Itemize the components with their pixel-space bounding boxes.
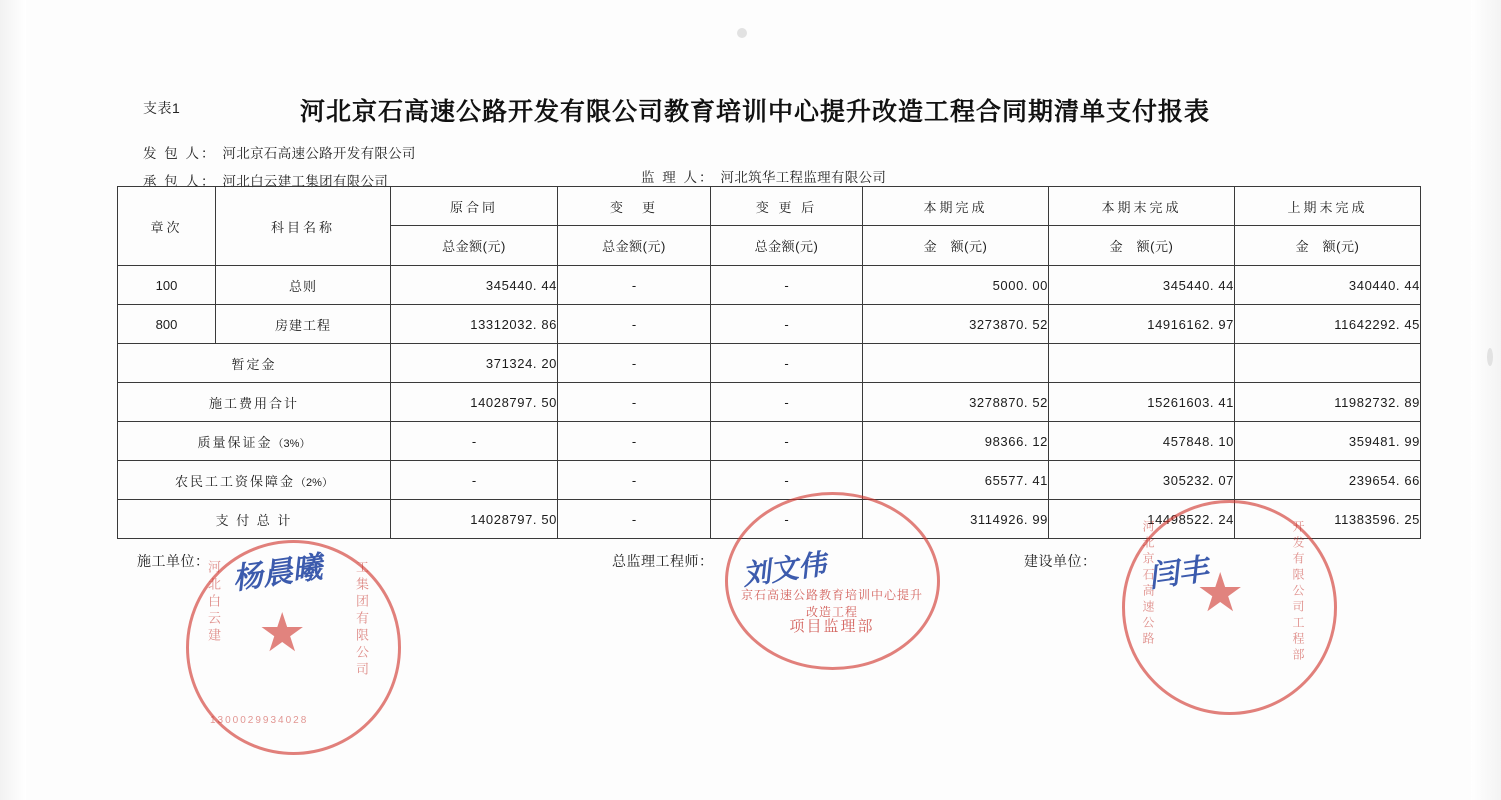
col-header-subject: 科目名称 (216, 187, 391, 266)
supervisor-seal-text-line2: 项目监理部 (789, 618, 875, 635)
cell-period-done: 3114926. 99 (863, 500, 1049, 539)
cell-after-change: - (711, 422, 863, 461)
cell-subject-name: 房建工程 (216, 305, 391, 344)
contractor-value: 河北白云建工集团有限公司 (222, 174, 389, 189)
payment-table-wrapper (117, 186, 1420, 539)
cell-chapter: 800 (118, 305, 216, 344)
col-header-period-done: 本期完成 (863, 187, 1049, 226)
col-header-original-contract: 原合同 (391, 187, 558, 226)
cell-period-end: 15261603. 41 (1049, 383, 1235, 422)
cell-subject-note: （2%） (295, 476, 333, 489)
cell-prev-end: 11642292. 45 (1235, 305, 1421, 344)
seal-star-icon: ★ (258, 603, 307, 663)
cell-subject-label: 农民工工资保障金 (175, 473, 296, 489)
cell-after-change: - (711, 305, 863, 344)
table-row (118, 305, 1421, 344)
cell-period-end: 14916162. 97 (1049, 305, 1235, 344)
cell-change: - (558, 383, 711, 422)
cell-prev-end: 239654. 66 (1235, 461, 1421, 500)
cell-subject-name: 总则 (216, 266, 391, 305)
cell-change: - (558, 422, 711, 461)
cell-period-end: 457848. 10 (1049, 422, 1235, 461)
table-row (118, 344, 1421, 383)
handwritten-signature-owner: 闫丰 (1146, 552, 1211, 594)
cell-subject-name (118, 422, 391, 461)
signature-label-supervisor: 总监理工程师： (612, 553, 714, 569)
cell-chapter: 100 (118, 266, 216, 305)
col-subheader-period-done-amount: 金 额(元) (863, 226, 1049, 266)
signature-label-owner: 建设单位： (1024, 553, 1097, 569)
cell-change: - (558, 344, 711, 383)
cell-change: - (558, 305, 711, 344)
table-row (118, 266, 1421, 305)
supervisor-seal-text-line1: 京石高速公路教育培训中心提升改造工程 (740, 588, 923, 619)
cell-after-change: - (711, 500, 863, 539)
seal-star-icon: ★ (1196, 563, 1245, 623)
cell-prev-end: 11383596. 25 (1235, 500, 1421, 539)
cell-prev-end: 359481. 99 (1235, 422, 1421, 461)
table-row (118, 461, 1421, 500)
cell-subject-name: 施工费用合计 (118, 383, 391, 422)
supervisor-value: 河北筑华工程监理有限公司 (720, 170, 887, 185)
col-subheader-prev-end-amount: 金 额(元) (1235, 226, 1421, 266)
cell-period-done: 5000. 00 (863, 266, 1049, 305)
cell-subject-label: 质量保证金 (197, 434, 273, 450)
cell-change: - (558, 266, 711, 305)
cell-period-done: 3278870. 52 (863, 383, 1049, 422)
cell-original: 14028797. 50 (391, 500, 558, 539)
cell-period-done: 3273870. 52 (863, 305, 1049, 344)
cell-period-end: 305232. 07 (1049, 461, 1235, 500)
cell-after-change: - (711, 461, 863, 500)
cell-period-end: 14498522. 24 (1049, 500, 1235, 539)
page-title: 河北京石高速公路开发有限公司教育培训中心提升改造工程合同期清单支付报表 (300, 99, 1211, 126)
cell-change: - (558, 461, 711, 500)
scan-edge-left (0, 0, 26, 800)
supervisor-line (641, 166, 886, 186)
col-subheader-period-end-amount: 金 额(元) (1049, 226, 1235, 266)
contractor-seal-text-right: 工集团有限公司 (354, 560, 369, 679)
col-subheader-change-amount: 总金额(元) (558, 226, 711, 266)
signature-label-contractor: 施工单位： (137, 553, 210, 569)
cell-subject-name (118, 461, 391, 500)
col-subheader-original-amount: 总金额(元) (391, 226, 558, 266)
cell-period-done: 98366. 12 (863, 422, 1049, 461)
cell-after-change: - (711, 344, 863, 383)
cell-period-done: 65577. 41 (863, 461, 1049, 500)
col-header-period-end: 本期末完成 (1049, 187, 1235, 226)
cell-prev-end: 340440. 44 (1235, 266, 1421, 305)
cell-prev-end (1235, 344, 1421, 383)
handwritten-signature-supervisor: 刘文伟 (740, 549, 829, 592)
form-code: 支表1 (143, 100, 181, 116)
contractor-label: 承 包 人： (143, 174, 217, 189)
cell-original: 371324. 20 (391, 344, 558, 383)
col-subheader-after-change-amount: 总金额(元) (711, 226, 863, 266)
owner-seal-text-left: 河北京石高速公路 (1141, 520, 1155, 648)
cell-prev-end: 11982732. 89 (1235, 383, 1421, 422)
scan-edge-right (1471, 0, 1501, 800)
cell-subject-name: 支 付 总 计 (118, 500, 391, 539)
cell-period-end (1049, 344, 1235, 383)
employer-label: 发 包 人： (143, 146, 217, 161)
payment-table (117, 186, 1421, 539)
col-header-prev-end: 上期末完成 (1235, 187, 1421, 226)
cell-change: - (558, 500, 711, 539)
table-row (118, 383, 1421, 422)
employer-value: 河北京石高速公路开发有限公司 (222, 146, 416, 161)
supervisor-label: 监 理 人： (641, 170, 715, 185)
col-header-after-change: 变 更 后 (711, 187, 863, 226)
scan-speckle (1487, 348, 1493, 366)
employer-line (143, 142, 416, 162)
owner-seal-text-right: 开发有限公司工程部 (1291, 520, 1305, 664)
cell-original: 345440. 44 (391, 266, 558, 305)
table-row (118, 422, 1421, 461)
contractor-seal-code: 1300029934028 (210, 715, 309, 726)
cell-period-done (863, 344, 1049, 383)
cell-original: 13312032. 86 (391, 305, 558, 344)
cell-original: - (391, 461, 558, 500)
cell-original: 14028797. 50 (391, 383, 558, 422)
cell-after-change: - (711, 266, 863, 305)
cell-period-end: 345440. 44 (1049, 266, 1235, 305)
cell-original: - (391, 422, 558, 461)
contractor-seal-text-left: 河北白云建 (206, 560, 221, 645)
handwritten-signature-contractor: 杨晨曦 (230, 550, 325, 597)
cell-subject-name: 暂定金 (118, 344, 391, 383)
table-row (118, 500, 1421, 539)
scan-speckle (737, 28, 747, 38)
col-header-change: 变 更 (558, 187, 711, 226)
cell-after-change: - (711, 383, 863, 422)
table-header-row-top (118, 187, 1421, 226)
col-header-chapter: 章次 (118, 187, 216, 266)
cell-subject-note: （3%） (272, 437, 311, 450)
